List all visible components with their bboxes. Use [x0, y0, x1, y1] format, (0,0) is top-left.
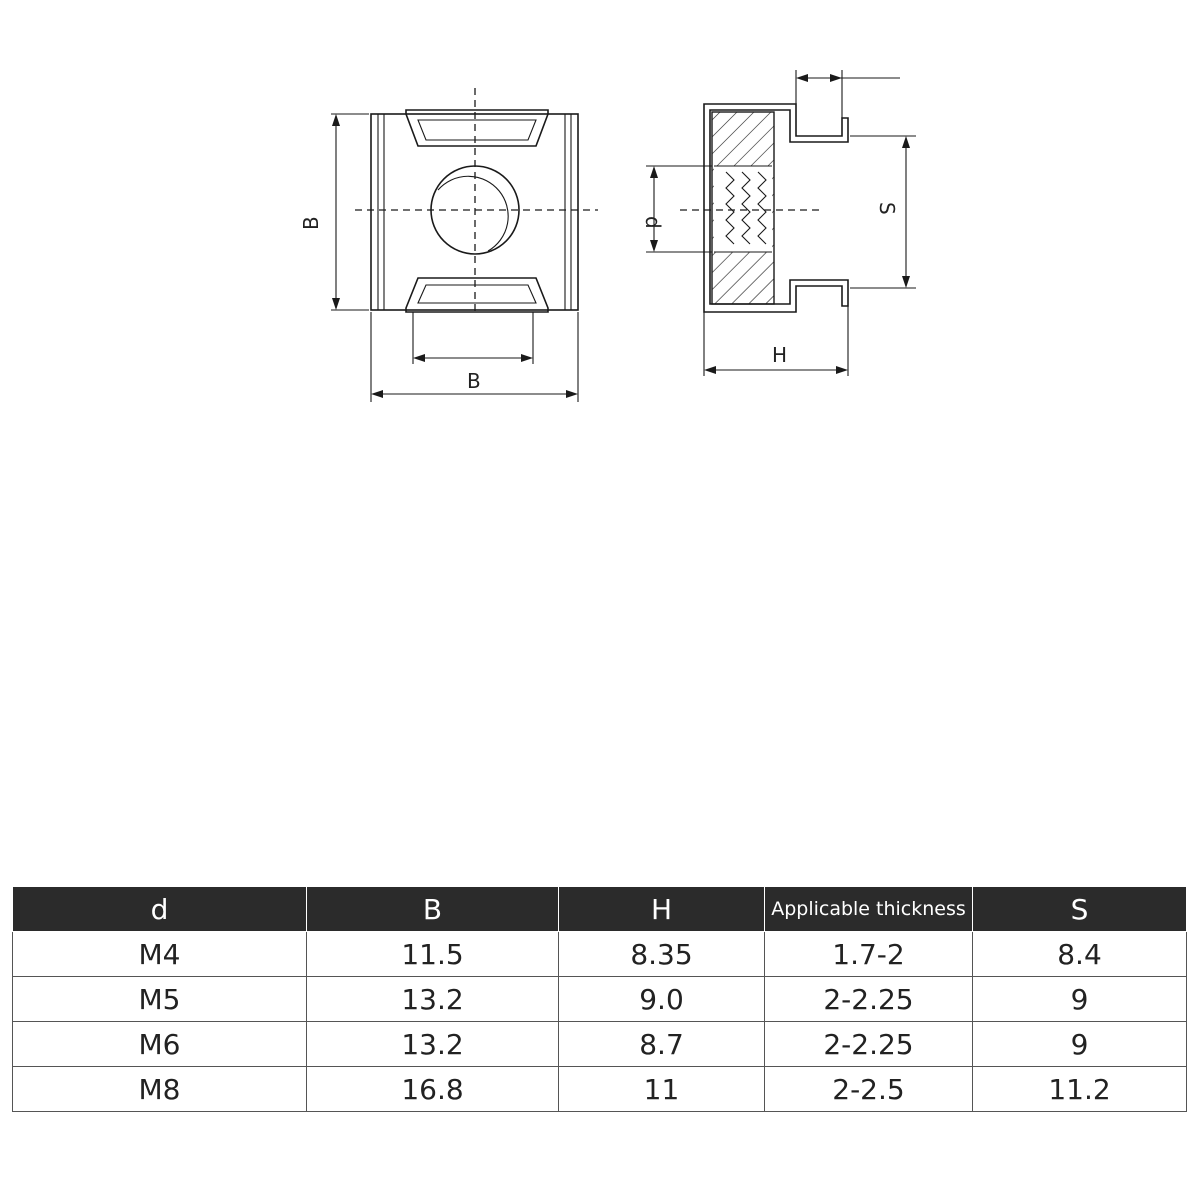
dimension-slot-width	[413, 312, 533, 364]
dimension-b-vertical-label: B	[299, 216, 323, 230]
side-view	[641, 70, 916, 376]
cell-b: 13.2	[307, 1022, 559, 1067]
cell-s: 8.4	[973, 932, 1187, 977]
table-row	[13, 977, 1187, 1022]
dimension-b-horizontal-label: B	[467, 369, 481, 393]
cell-h: 9.0	[559, 977, 765, 1022]
dimension-thickness	[796, 70, 900, 118]
cell-thickness: 2-2.25	[765, 1022, 973, 1067]
dimension-b-vertical	[331, 114, 369, 310]
cell-h: 8.7	[559, 1022, 765, 1067]
cell-b: 16.8	[307, 1067, 559, 1112]
cell-d: M5	[13, 977, 307, 1022]
cell-thickness: 2-2.25	[765, 977, 973, 1022]
cell-h: 11	[559, 1067, 765, 1112]
specification-table	[12, 886, 1187, 1112]
cell-s: 9	[973, 977, 1187, 1022]
cell-s: 9	[973, 1022, 1187, 1067]
cell-h: 8.35	[559, 932, 765, 977]
cell-d: M4	[13, 932, 307, 977]
header-applicable-thickness: Applicable thickness	[765, 887, 973, 932]
cell-d: M8	[13, 1067, 307, 1112]
table-header-row	[13, 887, 1187, 932]
technical-drawing	[0, 0, 1200, 440]
dimension-h-label: H	[772, 343, 788, 367]
top-clip-tab	[406, 110, 548, 146]
dimension-d	[646, 166, 712, 252]
cell-s: 11.2	[973, 1067, 1187, 1112]
cell-thickness: 1.7-2	[765, 932, 973, 977]
front-view	[299, 88, 598, 402]
dimension-s-label: S	[875, 202, 899, 215]
header-b: B	[307, 887, 559, 932]
cell-b: 11.5	[307, 932, 559, 977]
cell-thickness: 2-2.5	[765, 1067, 973, 1112]
bottom-clip-tab	[406, 278, 548, 312]
table-row	[13, 1022, 1187, 1067]
header-h: H	[559, 887, 765, 932]
header-s: S	[973, 887, 1187, 932]
threaded-hole-inner	[438, 176, 508, 251]
table-row	[13, 932, 1187, 977]
cell-d: M6	[13, 1022, 307, 1067]
cell-b: 13.2	[307, 977, 559, 1022]
dimension-d-label: d	[641, 216, 665, 229]
table-row	[13, 1067, 1187, 1112]
header-d: d	[13, 887, 307, 932]
